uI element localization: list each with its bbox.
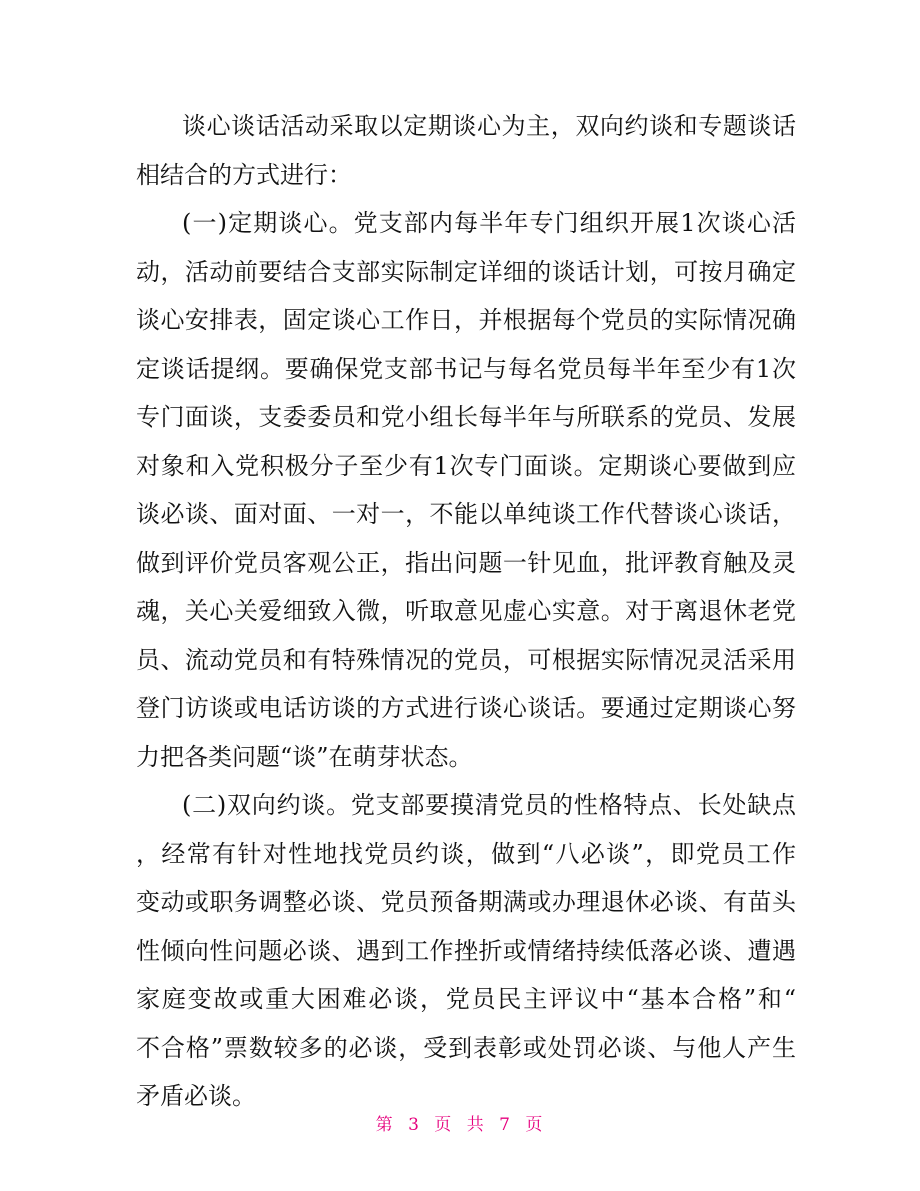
text-line: 谈必谈、面对面、一对一，不能以单纯谈工作代替谈心谈话， xyxy=(136,500,796,528)
text-line: 登门访谈或电话访谈的方式进行谈心谈话。要通过定期谈心努 xyxy=(136,694,796,722)
document-body xyxy=(136,102,796,1121)
text-line: 员、流动党员和有特殊情况的党员，可根据实际情况灵活采用 xyxy=(136,645,796,674)
text-line: 家庭变故或重大困难必谈，党员民主评议中“基本合格”和“ xyxy=(136,985,796,1013)
text-line: 专门面谈，支委委员和党小组长每半年与所联系的党员、发展 xyxy=(136,403,796,431)
text-line: 对象和入党积极分子至少有1次专门面谈。定期谈心要做到应 xyxy=(136,451,796,480)
text-line: 相结合的方式进行： xyxy=(136,160,352,189)
intro-paragraph xyxy=(136,102,796,199)
text-line: (二)双向约谈。党支部要摸清党员的性格特点、长处缺点 xyxy=(182,791,796,819)
text-line: 力把各类问题“谈”在萌芽状态。 xyxy=(136,742,473,771)
text-line: 定谈话提纲。要确保党支部书记与每名党员每半年至少有1次 xyxy=(136,354,796,383)
regular-talk-paragraph xyxy=(136,199,796,781)
text-line: 变动或职务调整必谈、党员预备期满或办理退休必谈、有苗头 xyxy=(136,888,796,916)
text-line: 性倾向性问题必谈、遇到工作挫折或情绪持续低落必谈、遭遇 xyxy=(136,936,796,965)
two-way-talk-paragraph xyxy=(136,781,796,1121)
text-line: 谈心谈话活动采取以定期谈心为主，双向约谈和专题谈话 xyxy=(182,112,796,140)
text-line: (一)定期谈心。党支部内每半年专门组织开展1次谈心活 xyxy=(182,209,796,237)
text-line: 矛盾必谈。 xyxy=(136,1082,256,1110)
text-line: 动，活动前要结合支部实际制定详细的谈话计划，可按月确定 xyxy=(136,257,796,286)
text-line: 魂，关心关爱细致入微，听取意见虚心实意。对于离退休老党 xyxy=(136,597,796,625)
page-number-footer: 第 3 页 共 7 页 xyxy=(375,1115,545,1135)
text-line: ，经常有针对性地找党员约谈，做到“八必谈”，即党员工作 xyxy=(136,839,796,868)
text-line: 不合格”票数较多的必谈，受到表彰或处罚必谈、与他人产生 xyxy=(136,1033,796,1062)
text-line: 做到评价党员客观公正，指出问题一针见血，批评教育触及灵 xyxy=(136,548,796,577)
text-line: 谈心安排表，固定谈心工作日，并根据每个党员的实际情况确 xyxy=(136,306,796,334)
